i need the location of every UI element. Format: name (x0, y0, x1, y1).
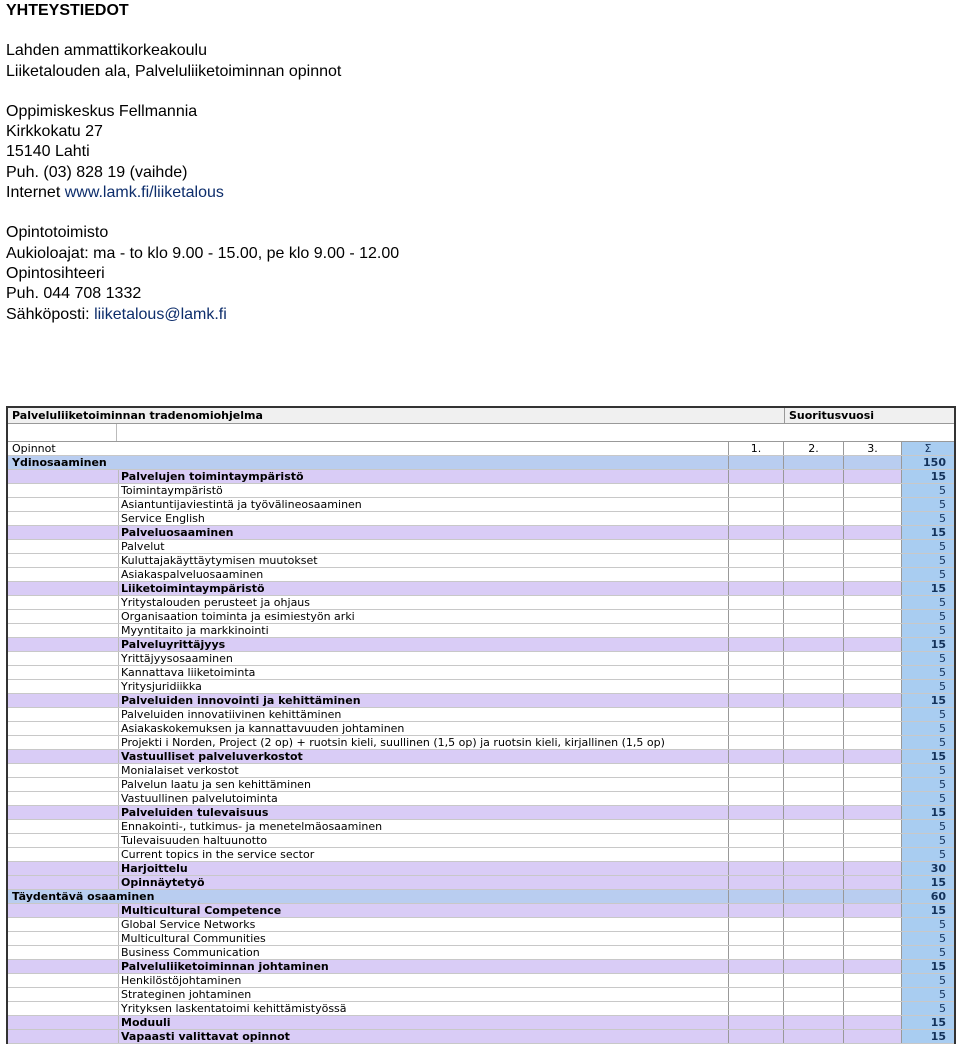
year-cell (783, 624, 843, 637)
table-row (8, 708, 954, 722)
year-cell (728, 778, 783, 791)
year-cell (843, 652, 901, 665)
year-cell (728, 722, 783, 735)
year-cell (783, 596, 843, 609)
table-group-row (8, 1030, 954, 1044)
course-name: Yritystalouden perusteet ja ohjaus (118, 596, 728, 609)
year-cell (728, 974, 783, 987)
year-cell (783, 456, 843, 469)
table-group-row (8, 526, 954, 540)
year-cell (843, 848, 901, 861)
credits-sum: 5 (901, 946, 954, 959)
year-cell (843, 540, 901, 553)
year-cell (728, 540, 783, 553)
year-cell (783, 848, 843, 861)
course-name: Palveluiden innovatiivinen kehittäminen (118, 708, 728, 721)
year-cell (728, 568, 783, 581)
year-cell (783, 484, 843, 497)
year-cell (843, 638, 901, 651)
course-name: Monialaiset verkostot (118, 764, 728, 777)
year-cell (783, 932, 843, 945)
course-name: Current topics in the service sector (118, 848, 728, 861)
year-cell (783, 834, 843, 847)
year-cell (843, 778, 901, 791)
year-cell (783, 582, 843, 595)
year-cell (728, 470, 783, 483)
column-year-1: 1. (728, 442, 783, 455)
credits-sum: 15 (901, 1030, 954, 1043)
credits-sum: 5 (901, 1002, 954, 1015)
course-name: Palveluliiketoiminnan johtaminen (118, 960, 728, 973)
column-header-row (8, 442, 954, 456)
office-name: Opintotoimisto (6, 224, 109, 242)
year-cell (728, 582, 783, 595)
table-section-row (8, 456, 954, 470)
year-cell (728, 596, 783, 609)
course-name: Palvelut (118, 540, 728, 553)
year-cell (728, 708, 783, 721)
credits-sum: 15 (901, 960, 954, 973)
year-cell (728, 988, 783, 1001)
course-name: Palveluiden tulevaisuus (118, 806, 728, 819)
year-cell (843, 624, 901, 637)
year-cell (783, 806, 843, 819)
credits-sum: 5 (901, 540, 954, 553)
year-cell (728, 876, 783, 889)
course-name: Kuluttajakäyttäytymisen muutokset (118, 554, 728, 567)
course-name: Asiantuntijaviestintä ja työvälineosaaminen (118, 498, 728, 511)
year-cell (843, 722, 901, 735)
credits-sum: 15 (901, 470, 954, 483)
credits-sum: 5 (901, 834, 954, 847)
year-cell (783, 708, 843, 721)
table-group-row (8, 750, 954, 764)
column-label-courses: Opinnot (12, 442, 56, 455)
course-name: Henkilöstöjohtaminen (118, 974, 728, 987)
course-name: Multicultural Competence (118, 904, 728, 917)
year-cell (843, 834, 901, 847)
credits-sum: 15 (901, 582, 954, 595)
table-row (8, 680, 954, 694)
year-cell (843, 736, 901, 749)
year-cell (783, 638, 843, 651)
year-cell (783, 512, 843, 525)
year-cell (728, 1016, 783, 1029)
street-address: Kirkkokatu 27 (6, 123, 103, 141)
year-cell (843, 792, 901, 805)
year-cell (843, 960, 901, 973)
year-cell (728, 512, 783, 525)
course-name: Ennakointi-, tutkimus- ja menetelmäosaaminen (118, 820, 728, 833)
table-row (8, 974, 954, 988)
table-row (8, 820, 954, 834)
year-cell (843, 512, 901, 525)
table-row (8, 764, 954, 778)
course-name: Projekti i Norden, Project (2 op) + ruotsin kieli, suullinen (1,5 op) ja ruotsin kieli, kirjallinen (1,5 op) (118, 736, 728, 749)
year-cell (728, 862, 783, 875)
year-cell (843, 890, 901, 903)
year-cell (783, 1016, 843, 1029)
table-group-row (8, 806, 954, 820)
year-cell (843, 1016, 901, 1029)
year-cell (728, 736, 783, 749)
credits-sum: 5 (901, 918, 954, 931)
credits-sum: 5 (901, 554, 954, 567)
year-cell (728, 638, 783, 651)
table-row (8, 512, 954, 526)
table-row (8, 484, 954, 498)
year-cell (728, 750, 783, 763)
table-row (8, 610, 954, 624)
year-cell (843, 582, 901, 595)
year-cell (843, 904, 901, 917)
credits-sum: 5 (901, 666, 954, 679)
year-cell (728, 792, 783, 805)
secretary-title: Opintosihteeri (6, 264, 105, 282)
credits-sum: 5 (901, 778, 954, 791)
table-row (8, 722, 954, 736)
credits-sum: 5 (901, 764, 954, 777)
year-cell (783, 498, 843, 511)
contact-info (6, 0, 399, 325)
email-link[interactable]: liiketalous@lamk.fi (94, 305, 227, 323)
year-cell (728, 456, 783, 469)
table-row (8, 834, 954, 848)
year-cell (843, 946, 901, 959)
course-name: Harjoittelu (118, 862, 728, 875)
org-line-1: Lahden ammattikorkeakoulu (6, 42, 208, 60)
course-name: Palvelujen toimintaympäristö (118, 470, 728, 483)
table-group-row (8, 876, 954, 890)
credits-sum: 5 (901, 568, 954, 581)
year-cell (728, 666, 783, 679)
curriculum-table (6, 406, 956, 1044)
year-cell (843, 484, 901, 497)
year-cell (783, 1002, 843, 1015)
year-cell (783, 820, 843, 833)
year-cell (783, 974, 843, 987)
year-cell (728, 610, 783, 623)
credits-sum: 5 (901, 932, 954, 945)
course-name: Liiketoimintaympäristö (118, 582, 728, 595)
table-group-row (8, 1016, 954, 1030)
year-cell (728, 694, 783, 707)
internet-line (6, 183, 399, 203)
credits-sum: 15 (901, 876, 954, 889)
column-year-2: 2. (783, 442, 843, 455)
year-cell (843, 568, 901, 581)
credits-sum: 15 (901, 1016, 954, 1029)
year-cell (843, 1002, 901, 1015)
website-link[interactable]: www.lamk.fi/liiketalous (64, 184, 224, 202)
course-name: Palveluiden innovointi ja kehittäminen (118, 694, 728, 707)
table-title: Palveluliiketoiminnan tradenomiohjelma (12, 409, 263, 422)
year-cell (728, 1030, 783, 1043)
table-row (8, 554, 954, 568)
table-body (8, 456, 954, 1044)
year-cell (728, 484, 783, 497)
org-line-2: Liiketalouden ala, Palveluliiketoiminnan opinnot (6, 62, 342, 80)
course-name: Vapaasti valittavat opinnot (118, 1030, 728, 1043)
course-name: Palveluyrittäjyys (118, 638, 728, 651)
year-cell (843, 708, 901, 721)
year-cell (843, 820, 901, 833)
column-year-3: 3. (843, 442, 901, 455)
year-cell (728, 1002, 783, 1015)
year-cell (843, 806, 901, 819)
email-line (6, 305, 399, 325)
table-row (8, 568, 954, 582)
table-row (8, 624, 954, 638)
table-row (8, 946, 954, 960)
year-cell (783, 540, 843, 553)
table-group-row (8, 960, 954, 974)
credits-sum: 15 (901, 904, 954, 917)
credits-sum: 5 (901, 512, 954, 525)
year-cell (843, 554, 901, 567)
year-cell (783, 764, 843, 777)
table-row (8, 596, 954, 610)
credits-sum: 5 (901, 680, 954, 693)
column-sum: Σ (901, 442, 954, 455)
year-cell (728, 526, 783, 539)
city: 15140 Lahti (6, 143, 90, 161)
table-group-row (8, 904, 954, 918)
course-name: Multicultural Communities (118, 932, 728, 945)
year-cell (843, 498, 901, 511)
year-cell (783, 554, 843, 567)
course-name: Asiakaspalveluosaaminen (118, 568, 728, 581)
credits-sum: 5 (901, 736, 954, 749)
credits-sum: 5 (901, 722, 954, 735)
internet-label: Internet (6, 184, 65, 202)
year-cell (843, 456, 901, 469)
year-cell (728, 624, 783, 637)
year-cell (783, 680, 843, 693)
credits-sum: 30 (901, 862, 954, 875)
year-cell (783, 876, 843, 889)
table-row (8, 792, 954, 806)
year-cell (728, 806, 783, 819)
year-cell (728, 820, 783, 833)
table-section-row (8, 890, 954, 904)
table-row (8, 736, 954, 750)
year-cell (728, 932, 783, 945)
course-name: Asiakaskokemuksen ja kannattavuuden johtaminen (118, 722, 728, 735)
year-cell (783, 890, 843, 903)
course-name: Service English (118, 512, 728, 525)
credits-sum: 5 (901, 652, 954, 665)
course-name: Vastuulliset palveluverkostot (118, 750, 728, 763)
table-group-row (8, 638, 954, 652)
table-row (8, 1002, 954, 1016)
year-cell (843, 680, 901, 693)
table-spacer-row (8, 424, 954, 442)
year-cell (843, 750, 901, 763)
credits-sum: 5 (901, 792, 954, 805)
course-name: Palvelun laatu ja sen kehittäminen (118, 778, 728, 791)
course-name: Täydentävä osaaminen (12, 890, 155, 903)
year-cell (783, 736, 843, 749)
year-cell (843, 764, 901, 777)
year-cell (728, 904, 783, 917)
credits-sum: 5 (901, 708, 954, 721)
table-row (8, 932, 954, 946)
year-cell (728, 764, 783, 777)
credits-sum: 5 (901, 988, 954, 1001)
year-cell (728, 498, 783, 511)
year-cell (783, 694, 843, 707)
year-cell (843, 596, 901, 609)
credits-sum: 15 (901, 526, 954, 539)
year-cell (843, 932, 901, 945)
year-cell (783, 526, 843, 539)
course-name: Moduuli (118, 1016, 728, 1029)
course-name: Yrittäjyysosaaminen (118, 652, 728, 665)
contact-heading: YHTEYSTIEDOT (6, 2, 129, 19)
year-cell (783, 862, 843, 875)
course-name: Toimintaympäristö (118, 484, 728, 497)
year-cell (783, 960, 843, 973)
table-title-row (8, 408, 954, 424)
table-row (8, 652, 954, 666)
year-cell (728, 946, 783, 959)
credits-sum: 15 (901, 638, 954, 651)
table-row (8, 778, 954, 792)
credits-sum: 60 (901, 890, 954, 903)
course-name: Strateginen johtaminen (118, 988, 728, 1001)
course-name: Ydinosaaminen (12, 456, 107, 469)
year-cell (783, 778, 843, 791)
credits-sum: 15 (901, 750, 954, 763)
credits-sum: 5 (901, 484, 954, 497)
credits-sum: 15 (901, 806, 954, 819)
place-name: Oppimiskeskus Fellmannia (6, 102, 198, 120)
email-label: Sähköposti: (6, 305, 95, 323)
course-name: Myyntitaito ja markkinointi (118, 624, 728, 637)
table-row (8, 848, 954, 862)
credits-sum: 5 (901, 974, 954, 987)
year-cell (728, 848, 783, 861)
year-cell (728, 680, 783, 693)
year-cell (728, 918, 783, 931)
year-header: Suoritusvuosi (784, 408, 899, 423)
year-cell (783, 1030, 843, 1043)
year-cell (843, 526, 901, 539)
opening-hours: Aukioloajat: ma - to klo 9.00 - 15.00, pe klo 9.00 - 12.00 (6, 244, 400, 262)
table-group-row (8, 470, 954, 484)
year-cell (783, 666, 843, 679)
year-cell (843, 876, 901, 889)
year-cell (783, 652, 843, 665)
credits-sum: 5 (901, 498, 954, 511)
table-group-row (8, 862, 954, 876)
year-cell (728, 890, 783, 903)
table-row (8, 540, 954, 554)
year-cell (783, 470, 843, 483)
credits-sum: 150 (901, 456, 954, 469)
course-name: Palveluosaaminen (118, 526, 728, 539)
year-cell (728, 652, 783, 665)
year-cell (843, 1030, 901, 1043)
year-cell (843, 610, 901, 623)
table-row (8, 498, 954, 512)
year-cell (728, 834, 783, 847)
credits-sum: 5 (901, 596, 954, 609)
table-group-row (8, 582, 954, 596)
table-row (8, 918, 954, 932)
year-cell (783, 988, 843, 1001)
course-name: Organisaation toiminta ja esimiestyön arki (118, 610, 728, 623)
course-name: Global Service Networks (118, 918, 728, 931)
course-name: Yritysjuridiikka (118, 680, 728, 693)
year-cell (843, 470, 901, 483)
year-cell (728, 554, 783, 567)
year-cell (783, 722, 843, 735)
course-name: Kannattava liiketoiminta (118, 666, 728, 679)
year-cell (728, 960, 783, 973)
year-cell (843, 666, 901, 679)
course-name: Tulevaisuuden haltuunotto (118, 834, 728, 847)
secretary-phone: Puh. 044 708 1332 (6, 285, 142, 303)
credits-sum: 5 (901, 624, 954, 637)
year-cell (783, 918, 843, 931)
credits-sum: 5 (901, 610, 954, 623)
table-group-row (8, 694, 954, 708)
course-name: Vastuullinen palvelutoiminta (118, 792, 728, 805)
year-cell (843, 862, 901, 875)
credits-sum: 5 (901, 820, 954, 833)
course-name: Opinnäytetyö (118, 876, 728, 889)
year-cell (783, 904, 843, 917)
credits-sum: 15 (901, 694, 954, 707)
year-cell (843, 694, 901, 707)
year-cell (783, 750, 843, 763)
year-cell (843, 918, 901, 931)
year-cell (783, 610, 843, 623)
table-row (8, 988, 954, 1002)
year-cell (783, 946, 843, 959)
year-cell (783, 568, 843, 581)
year-cell (783, 792, 843, 805)
year-cell (843, 974, 901, 987)
course-name: Business Communication (118, 946, 728, 959)
year-cell (843, 988, 901, 1001)
table-row (8, 666, 954, 680)
course-name: Yrityksen laskentatoimi kehittämistyössä (118, 1002, 728, 1015)
credits-sum: 5 (901, 848, 954, 861)
phone-main: Puh. (03) 828 19 (vaihde) (6, 163, 188, 181)
